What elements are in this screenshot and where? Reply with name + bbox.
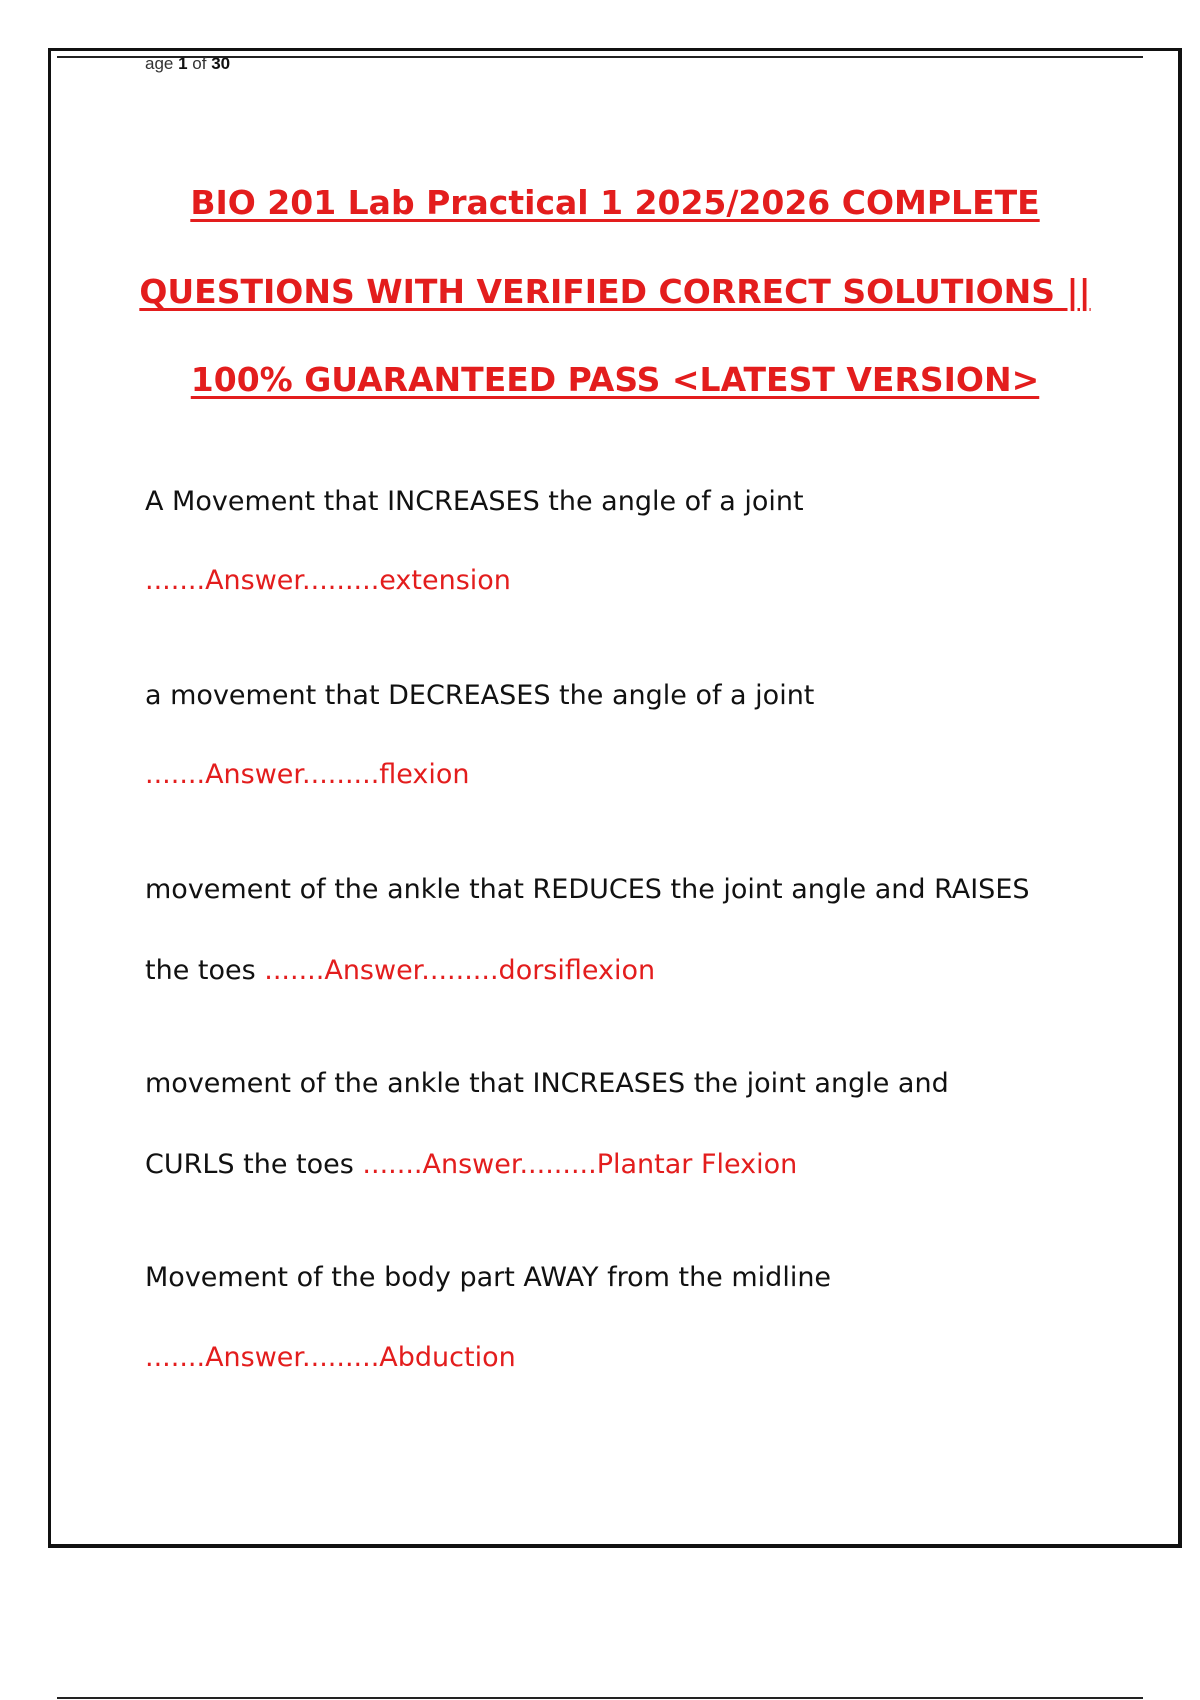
answer-5: .......Answer.........Abduction (145, 1342, 516, 1373)
page-current: 1 (178, 54, 188, 73)
page-total: 30 (211, 54, 231, 73)
page-prefix: age (145, 54, 179, 73)
page-number (145, 54, 230, 74)
question-3: movement of the ankle that REDUCES the joint angle and RAISES (145, 874, 1030, 905)
question-3-continuation: the toes (145, 955, 265, 986)
answer-3: .......Answer.........dorsiflexion (264, 955, 656, 986)
answer-2: .......Answer.........flexion (145, 759, 470, 790)
question-4-line-2 (145, 1149, 797, 1180)
question-1: A Movement that INCREASES the angle of a joint (145, 486, 804, 517)
document-title-line-2: QUESTIONS WITH VERIFIED CORRECT SOLUTIONS || (139, 272, 1091, 311)
document-title-line-1: BIO 201 Lab Practical 1 2025/2026 COMPLETE (190, 183, 1040, 222)
question-2: a movement that DECREASES the angle of a joint (145, 680, 815, 711)
document-title-line-3: 100% GUARANTEED PASS <LATEST VERSION> (190, 360, 1040, 399)
answer-1: .......Answer.........extension (145, 565, 511, 596)
question-4: movement of the ankle that INCREASES the joint angle and (145, 1068, 949, 1099)
question-5: Movement of the body part AWAY from the midline (145, 1262, 832, 1293)
page-of: of (187, 54, 212, 73)
footer-rule (57, 1697, 1143, 1699)
question-4-continuation: CURLS the toes (145, 1149, 363, 1180)
question-3-line-2 (145, 955, 655, 986)
answer-4: .......Answer.........Plantar Flexion (362, 1149, 798, 1180)
